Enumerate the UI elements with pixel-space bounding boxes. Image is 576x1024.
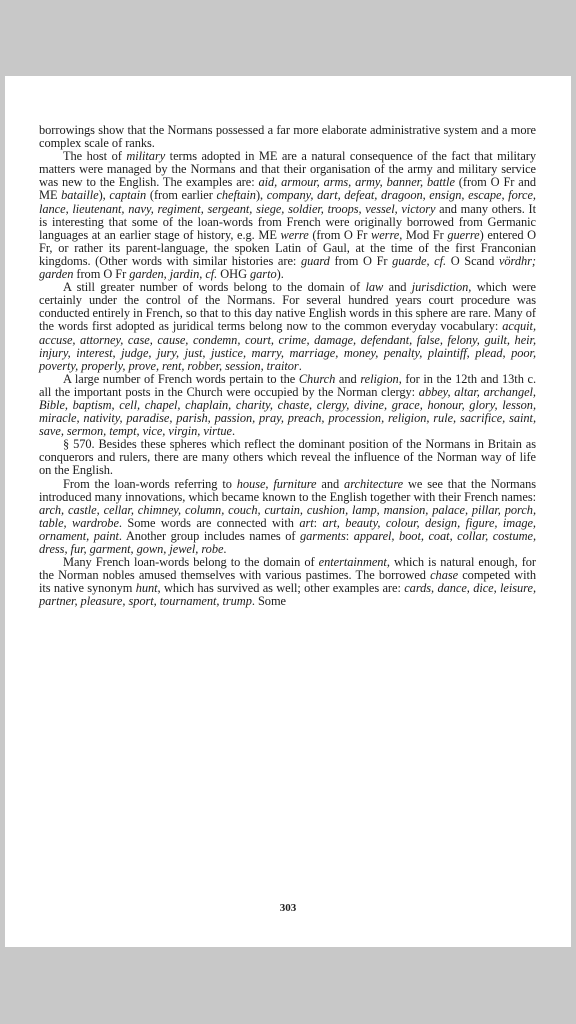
text-run: . xyxy=(223,542,227,556)
text-run: we see that the Normans introduced many innovations, which became known to the English together with their French names: xyxy=(39,476,536,504)
text-run: , which has survived as well; other examples are: xyxy=(157,581,405,596)
text-run: A still greater number of words belong to the domain of xyxy=(63,280,366,295)
text-run: , Mod Fr xyxy=(399,227,448,242)
italic-term: guard xyxy=(300,253,330,268)
text-run: ). xyxy=(276,267,284,282)
italic-term: cards, dance, dice, leisure, partner, pleasure, sport, tournament, trump xyxy=(39,581,536,609)
italic-term: werre xyxy=(371,227,400,242)
italic-term: architecture xyxy=(344,476,404,491)
text-run: . Another group includes names of xyxy=(118,528,300,543)
italic-term: cheftain xyxy=(216,188,256,203)
text-run: terms adopted in ME are a natural consequence of the fact that military matters were managed by the Normans and that their organisation of the army and military service was new to the English. The examples are: xyxy=(39,149,536,190)
text-run: Many French loan-words belong to the domain of xyxy=(63,555,319,570)
italic-term: abbey, altar, archangel, Bible, baptism, cell, chapel, chaplain, charity, chaste, clergy, divine, grace, honour, glory, lesson, miracle, nativity, paradise, parish, passion, pray, preach, procession, religion, rule, sacrifice, saint, save, sermon, tempt, vice, virgin, virtue xyxy=(39,384,536,439)
text-run: (from earlier xyxy=(146,188,217,203)
text-run: . xyxy=(231,424,235,439)
italic-term: werre xyxy=(280,227,309,242)
italic-term: apparel, boot, coat, collar, costume, dress, fur, garment, gown, jewel, robe xyxy=(39,528,536,556)
text-run: OHG xyxy=(217,267,251,282)
italic-term: religion xyxy=(360,371,399,386)
text-run: . xyxy=(298,358,302,373)
text-run: and many others. It is interesting that some of the loan-words from French were originally borrowed from Germanic languages at an earlier stage of history, e.g. ME xyxy=(39,201,536,242)
italic-term: military xyxy=(126,149,166,164)
italic-term: vördhr; garden xyxy=(39,253,536,282)
italic-term: entertainment xyxy=(318,555,387,570)
italic-term: garto xyxy=(250,267,277,282)
italic-term: arch, castle, cellar, chimney, column, couch, curtain, cushion, lamp, mansion, palace, pillar, porch, table, wardrobe xyxy=(39,502,536,530)
text-run: From the loan-words referring to xyxy=(63,476,237,491)
italic-term: garments xyxy=(300,528,346,543)
italic-term: aid, armour, arms, army, banner, battle xyxy=(258,175,455,190)
text-run: (from O Fr and ME xyxy=(39,175,536,203)
text-run: : xyxy=(345,528,354,543)
text-run: : xyxy=(313,515,323,530)
page-number: 303 xyxy=(279,902,297,914)
italic-term: house, furniture xyxy=(236,476,317,491)
italic-term: jurisdiction xyxy=(411,280,469,295)
italic-term: guarde, cf. xyxy=(392,253,447,268)
paragraph xyxy=(39,556,536,608)
text-run: , for in the 12th and 13th c. all the important posts in the Church were occupied by the Norman clergy: xyxy=(39,371,536,399)
text-run: and xyxy=(316,476,345,491)
text-run: A large number of French words pertain to the xyxy=(63,371,299,386)
italic-term: captain xyxy=(109,188,147,203)
text-run: , which were certainly under the control of the Normans. For several hundred years court procedure was conducted entirely in French, so that to this day native English words in this sphere are rare. Many of the words first adopted as juridical terms belong now to the common everyday vocabulary: xyxy=(39,280,536,334)
paragraph xyxy=(39,438,536,477)
body-text xyxy=(39,124,536,608)
italic-term: law xyxy=(365,280,384,295)
book-page xyxy=(5,76,571,947)
italic-term: acquit, accuse, attorney, case, cause, condemn, court, crime, damage, defendant, false, felony, guilt, heir, injury, interest, judge, jury, just, justice, marry, marriage, money, penalty, plaintiff, plead, poor, poverty, properly, prove, rent, robber, session, traitor xyxy=(39,319,536,373)
text-run: (from O Fr xyxy=(308,227,372,242)
text-run: . Some words are connected with xyxy=(118,515,300,530)
paragraph xyxy=(39,150,536,281)
text-run: ) entered O Fr, or rather its parent-language, the spoken Latin of Gaul, at the time of the first Franconian kingdoms. (Other words with similar histories are: xyxy=(39,227,536,268)
text-run: competed with its native synonym xyxy=(39,568,536,596)
paragraph xyxy=(39,373,536,438)
italic-term: garden, jardin, cf. xyxy=(129,267,218,282)
text-run: borrowings show that the Normans possessed a far more elaborate administrative system and a more complex scale of ranks. xyxy=(39,123,536,151)
italic-term: art, beauty, colour, design, figure, image, ornament, paint xyxy=(39,515,536,543)
text-run: § 570. Besides these spheres which reflect the dominant position of the Normans in Britain as conquerors and rulers, there are many others which reveal the influence of the Norman way of life on the English. xyxy=(39,437,536,478)
text-run: The host of xyxy=(63,149,127,164)
italic-term: art xyxy=(299,515,314,530)
text-run: O Scand xyxy=(446,253,499,268)
italic-term: bataille xyxy=(61,188,99,203)
text-run: ), xyxy=(255,188,267,203)
italic-term: guerre xyxy=(447,227,480,242)
italic-term: hunt xyxy=(135,581,158,596)
text-run: , which is natural enough, for the Norman nobles amused themselves with various pastimes. The borrowed xyxy=(39,555,536,583)
text-run: ), xyxy=(98,188,110,203)
paragraph xyxy=(39,478,536,557)
text-run: from O Fr xyxy=(329,253,393,268)
text-run: and xyxy=(383,280,412,295)
text-run: . Some xyxy=(251,594,286,609)
paragraph xyxy=(39,281,536,373)
text-run: from O Fr xyxy=(73,267,130,282)
italic-term: Church xyxy=(298,371,336,386)
paragraph xyxy=(39,124,536,150)
text-run: and xyxy=(335,371,361,386)
italic-term: company, dart, defeat, dragoon, ensign, escape, force, lance, lieutenant, navy, regiment, sergeant, siege, soldier, troops, vessel, victory xyxy=(39,188,536,216)
italic-term: chase xyxy=(430,568,459,583)
